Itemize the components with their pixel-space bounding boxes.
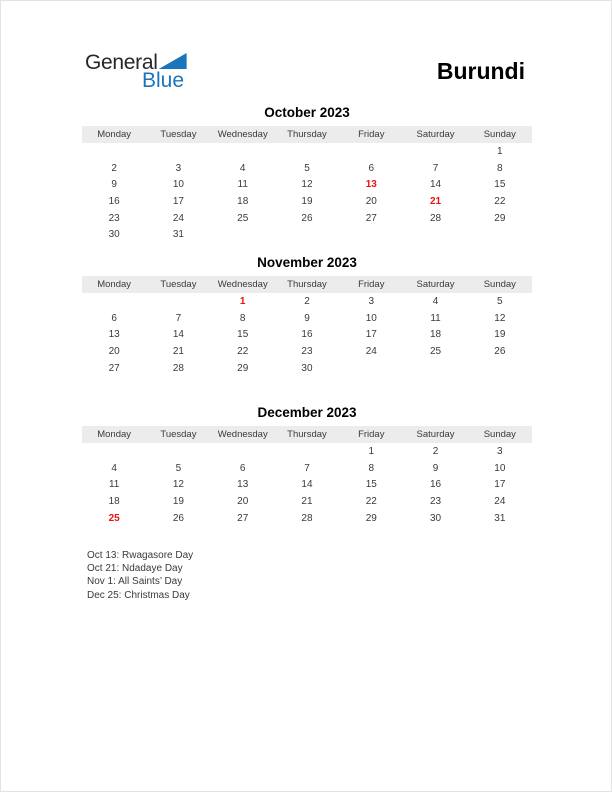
day-cell: 10 bbox=[172, 179, 184, 191]
day-cell: 23 bbox=[429, 495, 442, 507]
day-cell: 11 bbox=[430, 312, 441, 324]
day-cell: 17 bbox=[172, 195, 184, 207]
day-cell: 16 bbox=[108, 195, 120, 207]
month-calendar bbox=[82, 253, 532, 376]
weekday-label: Monday bbox=[97, 429, 132, 440]
day-cell: 21 bbox=[429, 195, 442, 207]
day-cell: 3 bbox=[497, 445, 503, 457]
day-cell: 2 bbox=[111, 162, 117, 174]
weekday-label: Wednesday bbox=[217, 129, 268, 140]
weekday-label: Thursday bbox=[287, 129, 327, 140]
week-row bbox=[82, 226, 532, 243]
general-blue-logo bbox=[85, 53, 215, 98]
day-cell: 23 bbox=[108, 212, 120, 224]
holiday-note: Nov 1: All Saints’ Day bbox=[87, 576, 183, 588]
weeks-grid bbox=[82, 443, 532, 526]
day-cell: 1 bbox=[368, 445, 375, 457]
holiday-note: Oct 13: Rwagasore Day bbox=[87, 550, 194, 561]
day-cell: 2 bbox=[432, 445, 439, 457]
weekday-label: Saturday bbox=[416, 429, 455, 440]
day-cell: 10 bbox=[494, 462, 506, 474]
day-cell: 21 bbox=[301, 495, 313, 507]
day-cell: 13 bbox=[365, 179, 377, 191]
day-cell: 18 bbox=[108, 495, 120, 507]
page-title: Burundi bbox=[436, 58, 525, 84]
weeks-grid bbox=[82, 143, 532, 243]
day-cell: 24 bbox=[494, 495, 506, 507]
weekday-header-row bbox=[82, 276, 532, 293]
weekday-header-row bbox=[82, 426, 532, 443]
week-row bbox=[82, 510, 532, 527]
day-cell: 19 bbox=[301, 195, 313, 207]
logo-word-general: General bbox=[85, 51, 158, 74]
day-cell: 30 bbox=[108, 229, 120, 241]
week-row bbox=[82, 143, 532, 160]
day-cell: 26 bbox=[301, 212, 313, 224]
day-cell: 1 bbox=[497, 145, 503, 157]
week-row bbox=[82, 193, 532, 210]
day-cell: 9 bbox=[432, 462, 439, 474]
day-cell: 11 bbox=[108, 479, 120, 491]
week-row bbox=[82, 326, 532, 343]
day-cell: 20 bbox=[365, 195, 377, 207]
day-cell: 14 bbox=[301, 479, 313, 491]
day-cell: 17 bbox=[365, 329, 377, 341]
day-cell: 27 bbox=[237, 512, 249, 524]
month-calendar bbox=[82, 103, 532, 243]
weekday-label: Wednesday bbox=[217, 279, 268, 290]
day-cell: 26 bbox=[494, 345, 506, 357]
day-cell: 19 bbox=[172, 495, 184, 507]
day-cell: 25 bbox=[429, 345, 442, 357]
day-cell: 22 bbox=[494, 195, 506, 207]
day-cell: 15 bbox=[365, 479, 377, 491]
day-cell: 13 bbox=[237, 479, 249, 491]
day-cell: 4 bbox=[239, 162, 246, 174]
weekday-label: Tuesday bbox=[160, 429, 197, 440]
day-cell: 15 bbox=[494, 179, 506, 191]
week-row bbox=[82, 360, 532, 377]
day-cell: 1 bbox=[239, 295, 246, 307]
day-cell: 2 bbox=[304, 295, 310, 307]
weekday-label: Friday bbox=[358, 129, 385, 140]
day-cell: 28 bbox=[429, 212, 442, 224]
day-cell: 5 bbox=[175, 462, 182, 474]
weekday-label: Wednesday bbox=[217, 429, 268, 440]
weekday-label: Monday bbox=[97, 279, 132, 290]
weekday-label: Sunday bbox=[483, 279, 516, 290]
day-cell: 18 bbox=[429, 329, 442, 341]
day-cell: 31 bbox=[172, 229, 184, 241]
day-cell: 8 bbox=[368, 462, 375, 474]
day-cell: 21 bbox=[172, 345, 184, 357]
day-cell: 27 bbox=[365, 212, 377, 224]
day-cell: 18 bbox=[237, 195, 249, 207]
day-cell: 11 bbox=[237, 179, 248, 191]
week-row bbox=[82, 476, 532, 493]
day-cell: 29 bbox=[237, 362, 249, 374]
day-cell: 3 bbox=[175, 162, 182, 174]
month-title: November 2023 bbox=[257, 255, 357, 270]
holiday-note: Oct 21: Ndadaye Day bbox=[87, 563, 183, 575]
week-row bbox=[82, 293, 532, 310]
day-cell: 9 bbox=[304, 312, 310, 324]
day-cell: 28 bbox=[172, 362, 184, 374]
day-cell: 29 bbox=[365, 512, 377, 524]
week-row bbox=[82, 176, 532, 193]
day-cell: 14 bbox=[172, 329, 184, 341]
logo-word-blue: Blue bbox=[142, 69, 185, 92]
holiday-notes-list bbox=[87, 549, 193, 602]
week-row bbox=[82, 460, 532, 477]
day-cell: 4 bbox=[432, 295, 439, 307]
day-cell: 8 bbox=[497, 162, 503, 174]
day-cell: 13 bbox=[108, 329, 120, 341]
day-cell: 6 bbox=[368, 162, 375, 174]
day-cell: 28 bbox=[301, 512, 313, 524]
weekday-label: Tuesday bbox=[160, 129, 197, 140]
weekday-header-row bbox=[82, 126, 532, 143]
day-cell: 17 bbox=[494, 479, 506, 491]
week-row bbox=[82, 493, 532, 510]
day-cell: 7 bbox=[304, 462, 310, 474]
weekday-label: Saturday bbox=[416, 129, 455, 140]
day-cell: 27 bbox=[108, 362, 120, 374]
day-cell: 30 bbox=[301, 362, 313, 374]
week-row bbox=[82, 160, 532, 177]
day-cell: 6 bbox=[239, 462, 246, 474]
weekday-label: Monday bbox=[97, 129, 132, 140]
day-cell: 5 bbox=[304, 162, 310, 174]
day-cell: 14 bbox=[429, 179, 442, 191]
day-cell: 7 bbox=[432, 162, 439, 174]
day-cell: 4 bbox=[111, 462, 117, 474]
week-row bbox=[82, 210, 532, 227]
month-calendar bbox=[82, 403, 532, 526]
day-cell: 3 bbox=[368, 295, 375, 307]
weekday-label: Sunday bbox=[483, 429, 516, 440]
weekday-label: Thursday bbox=[287, 429, 327, 440]
month-title: October 2023 bbox=[264, 105, 350, 120]
day-cell: 10 bbox=[365, 312, 377, 324]
day-cell: 9 bbox=[111, 179, 117, 191]
day-cell: 20 bbox=[237, 495, 249, 507]
day-cell: 16 bbox=[429, 479, 442, 491]
day-cell: 23 bbox=[301, 345, 313, 357]
day-cell: 16 bbox=[301, 329, 313, 341]
day-cell: 12 bbox=[172, 479, 184, 491]
day-cell: 7 bbox=[175, 312, 182, 324]
day-cell: 12 bbox=[301, 179, 313, 191]
month-title: December 2023 bbox=[257, 405, 357, 420]
day-cell: 26 bbox=[172, 512, 184, 524]
day-cell: 29 bbox=[494, 212, 506, 224]
weekday-label: Friday bbox=[358, 279, 385, 290]
day-cell: 8 bbox=[239, 312, 246, 324]
weeks-grid bbox=[82, 293, 532, 376]
day-cell: 6 bbox=[111, 312, 117, 324]
day-cell: 20 bbox=[108, 345, 120, 357]
day-cell: 31 bbox=[494, 512, 506, 524]
day-cell: 25 bbox=[108, 512, 120, 524]
week-row bbox=[82, 310, 532, 327]
holiday-note: Dec 25: Christmas Day bbox=[87, 589, 190, 601]
day-cell: 5 bbox=[497, 295, 503, 307]
weekday-label: Thursday bbox=[287, 279, 327, 290]
day-cell: 24 bbox=[365, 345, 377, 357]
weekday-label: Friday bbox=[358, 429, 385, 440]
day-cell: 19 bbox=[494, 329, 506, 341]
day-cell: 25 bbox=[237, 212, 249, 224]
logo-triangle-icon bbox=[159, 53, 187, 69]
day-cell: 22 bbox=[237, 345, 249, 357]
day-cell: 22 bbox=[365, 495, 377, 507]
weekday-label: Saturday bbox=[416, 279, 455, 290]
day-cell: 24 bbox=[172, 212, 184, 224]
week-row bbox=[82, 443, 532, 460]
day-cell: 15 bbox=[237, 329, 249, 341]
week-row bbox=[82, 343, 532, 360]
weekday-label: Sunday bbox=[483, 129, 516, 140]
day-cell: 30 bbox=[429, 512, 442, 524]
weekday-label: Tuesday bbox=[160, 279, 197, 290]
day-cell: 12 bbox=[494, 312, 506, 324]
